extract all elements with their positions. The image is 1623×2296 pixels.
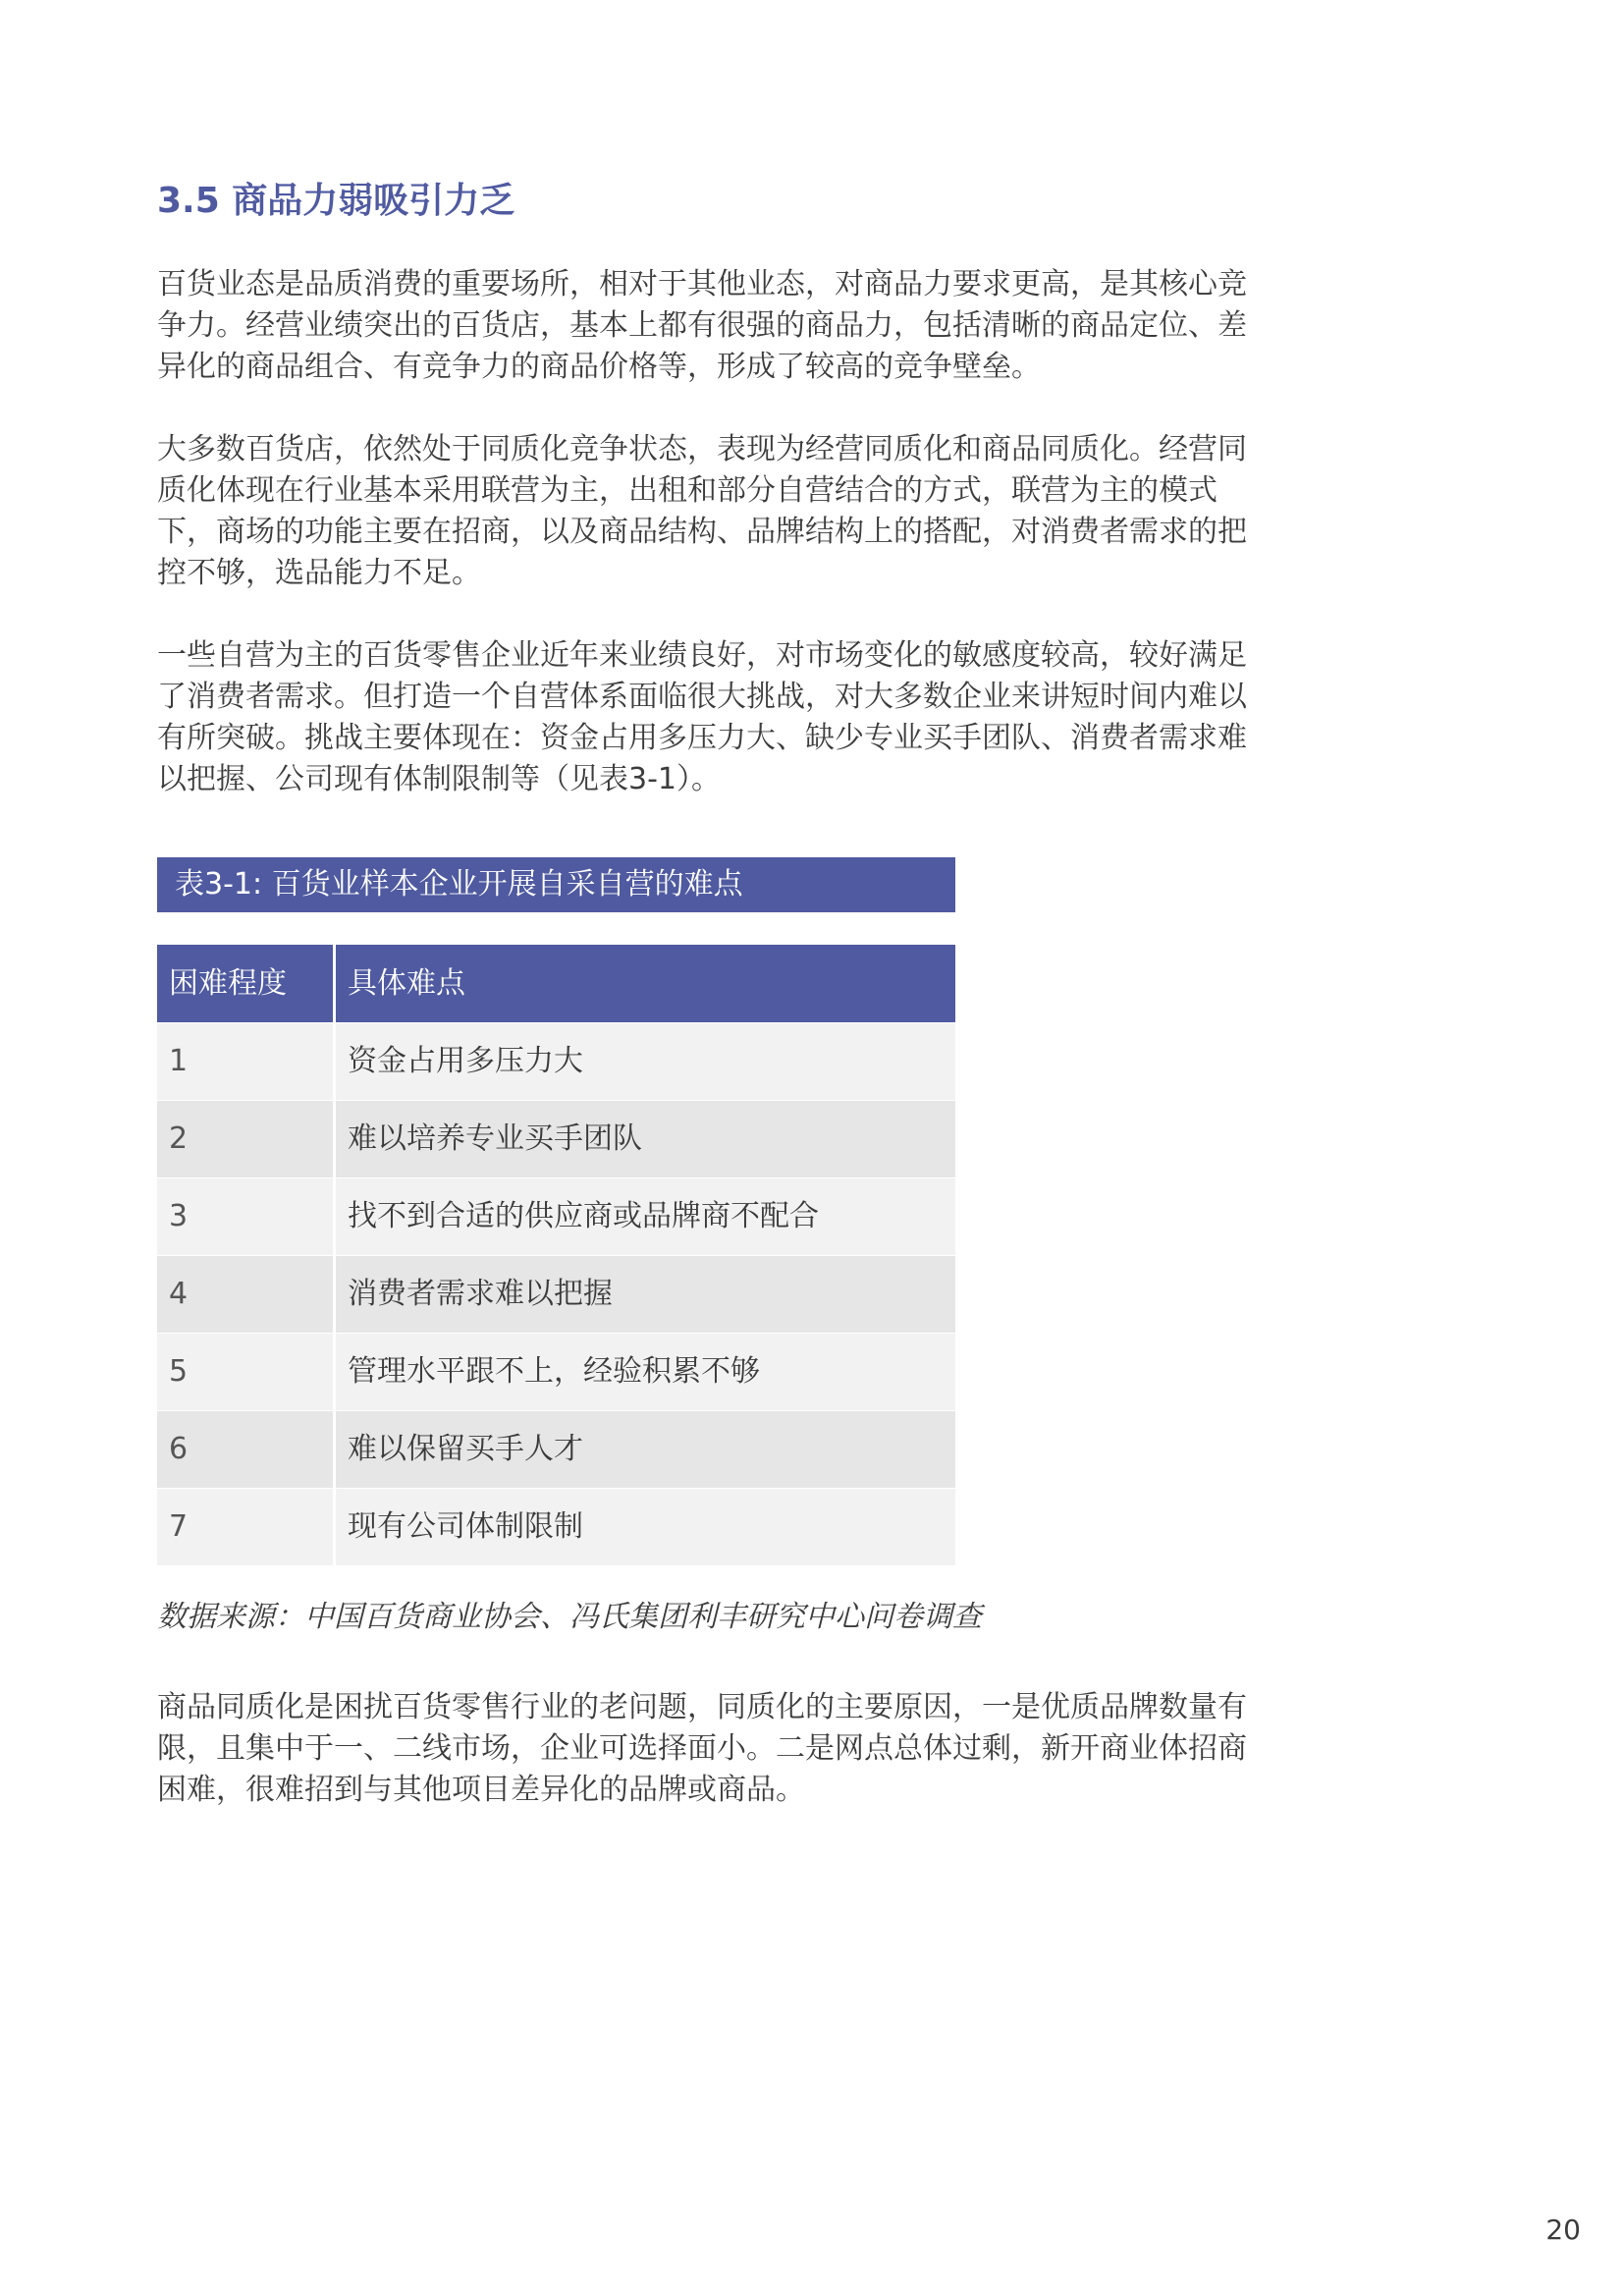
- header-difficulty-level: 困难程度: [157, 945, 336, 1022]
- row-rank: 1: [157, 1023, 336, 1100]
- row-text: 消费者需求难以把握: [348, 1277, 613, 1311]
- row-text: 难以保留买手人才: [348, 1432, 583, 1466]
- paragraph-2: 大多数百货店，依然处于同质化竞争状态，表现为经营同质化和商品同质化。经营同质化体现在行业基本采用联营为主，出租和部分自营结合的方式，联营为主的模式下，商场的功能主要在招商，以及商品结构、品牌结构上的搭配，对消费者需求的把控不够，选品能力不足。: [157, 432, 1247, 590]
- source-note: 数据来源：中国百货商业协会、冯氏集团利丰研究中心问卷调查: [157, 1600, 982, 1634]
- row-text: 找不到合适的供应商或品牌商不配合: [348, 1199, 819, 1233]
- paragraph-4: 商品同质化是困扰百货零售行业的老问题，同质化的主要原因，一是优质品牌数量有限，且集中于一、二线市场，企业可选择面小。二是网点总体过剩，新开商业体招商困难，很难招到与其他项目差异化的品牌或商品。: [157, 1690, 1247, 1807]
- row-rank: 6: [157, 1411, 336, 1488]
- table-row: [157, 1255, 955, 1333]
- table-row: [157, 1022, 955, 1100]
- row-rank: 3: [157, 1178, 336, 1255]
- section-title: 3.5 商品力弱吸引力乏: [157, 181, 515, 221]
- paragraph-3: 一些自营为主的百货零售企业近年来业绩良好，对市场变化的敏感度较高，较好满足了消费者需求。但打造一个自营体系面临很大挑战，对大多数企业来讲短时间内难以有所突破。挑战主要体现在：资金占用多压力大、缺少专业买手团队、消费者需求难以把握、公司现有体制限制等（见表3-1）。: [157, 638, 1247, 796]
- row-rank: 4: [157, 1256, 336, 1333]
- header-specific-difficulty: 具体难点: [348, 966, 465, 1001]
- table-caption: 表3-1: 百货业样本企业开展自采自营的难点: [157, 857, 955, 912]
- page-number: 20: [1545, 2214, 1581, 2246]
- table-row: [157, 1177, 955, 1255]
- row-text: 管理水平跟不上，经验积累不够: [348, 1354, 760, 1389]
- row-rank: 7: [157, 1489, 336, 1565]
- row-rank: 2: [157, 1101, 336, 1177]
- row-text: 资金占用多压力大: [348, 1044, 583, 1078]
- row-rank: 5: [157, 1334, 336, 1410]
- table-row: [157, 1410, 955, 1488]
- table-row: [157, 1100, 955, 1177]
- paragraph-1: 百货业态是品质消费的重要场所，相对于其他业态，对商品力要求更高，是其核心竞争力。经营业绩突出的百货店，基本上都有很强的商品力，包括清晰的商品定位、差异化的商品组合、有竞争力的商品价格等，形成了较高的竞争壁垒。: [157, 267, 1247, 384]
- row-text: 难以培养专业买手团队: [348, 1121, 642, 1156]
- table-row: [157, 1488, 955, 1565]
- row-text: 现有公司体制限制: [348, 1509, 583, 1544]
- table-header-row: [157, 945, 955, 1022]
- table-row: [157, 1333, 955, 1410]
- difficulty-table: [157, 945, 955, 1565]
